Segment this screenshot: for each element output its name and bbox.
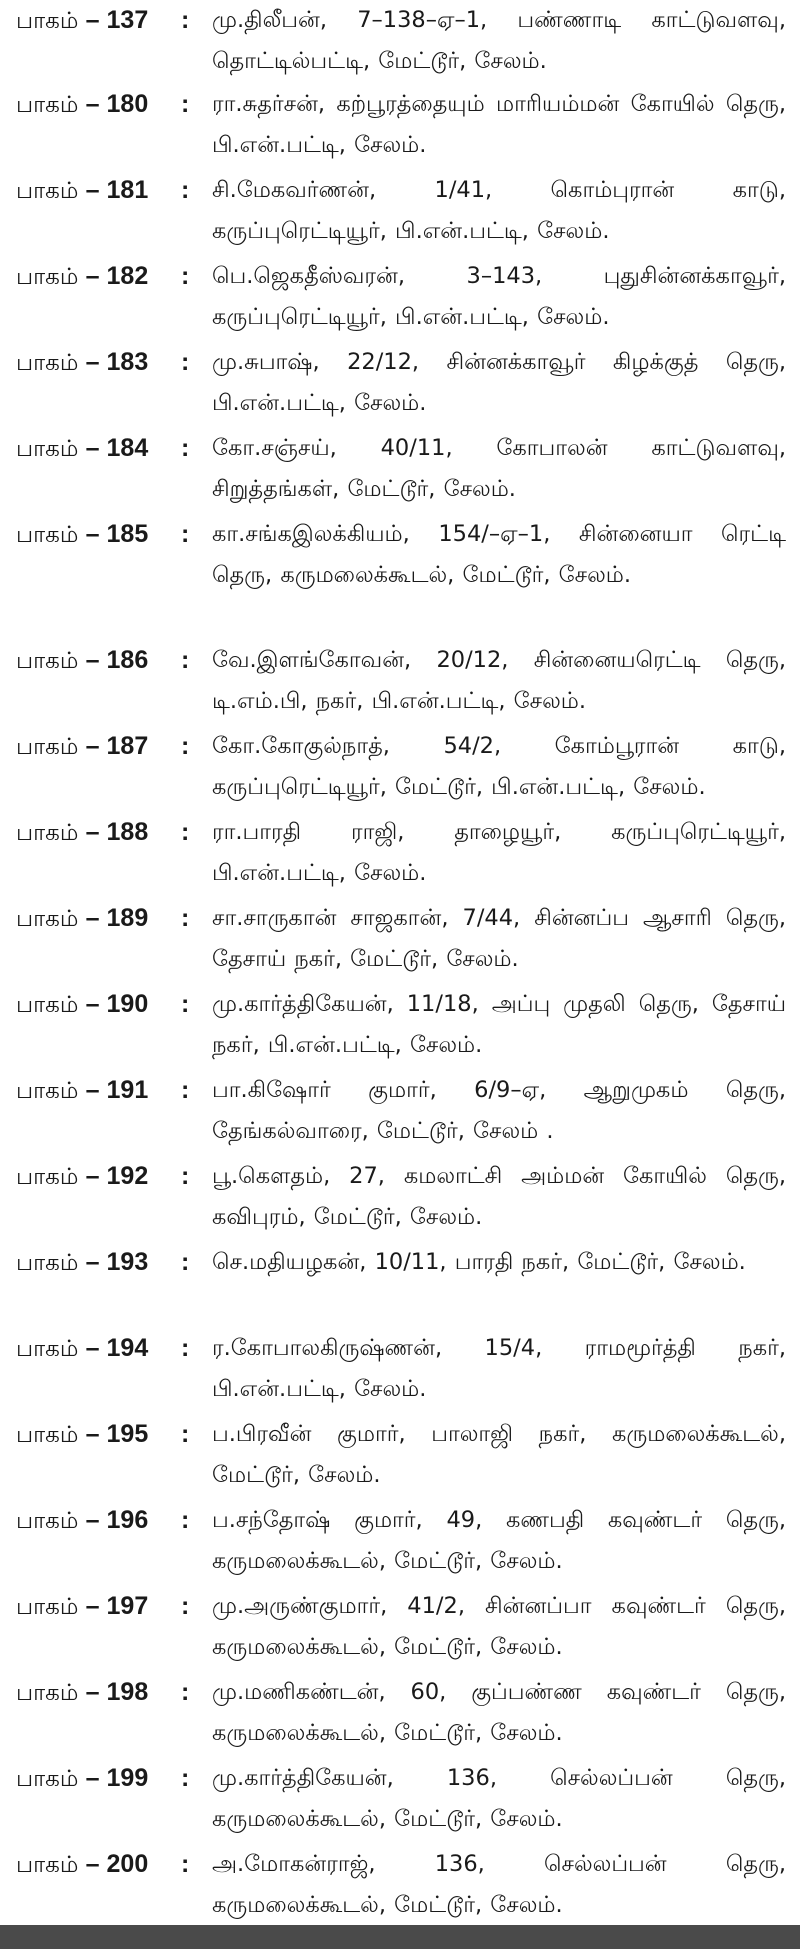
list-item [0,1672,800,1758]
part-number: பாகம் – 183 [16,348,149,376]
entry-text: ர.கோபாலகிருஷ்ணன், 15/4, ராமமூர்த்தி நகர், பி.என்.பட்டி, சேலம். [212,1335,786,1402]
part-number: பாகம் – 191 [16,1076,149,1104]
list-item [0,1070,800,1156]
part-number: பாகம் – 185 [16,520,149,548]
list-item [0,342,800,428]
part-number: பாகம் – 189 [16,904,149,932]
separator-colon: : [181,520,190,548]
list-item [0,84,800,170]
part-number: பாகம் – 197 [16,1592,149,1620]
entry-text: மு.கார்த்திகேயன், 11/18, அப்பு முதலி தெரு, தேசாய் நகர், பி.என்.பட்டி, சேலம். [212,991,786,1058]
separator-colon: : [181,1334,190,1362]
list-item [0,726,800,812]
entry-text: சா.சாருகான் சாஜகான், 7/44, சின்னப்ப ஆசாரி தெரு, தேசாய் நகர், மேட்டூர், சேலம். [212,905,786,972]
part-number: பாகம் – 182 [16,262,149,290]
part-number: பாகம் – 181 [16,176,149,204]
separator-colon: : [181,818,190,846]
part-number: பாகம் – 186 [16,646,149,674]
list-item [0,170,800,256]
list-item [0,1242,800,1328]
list-item [0,1758,800,1844]
entry-text: கா.சங்கஇலக்கியம், 154/–ஏ–1, சின்னையா ரெட்டி தெரு, கருமலைக்கூடல், மேட்டூர், சேலம். [212,521,786,588]
list-item [0,256,800,342]
entry-text: ப.சந்தோஷ் குமார், 49, கணபதி கவுண்டர் தெரு, கருமலைக்கூடல், மேட்டூர், சேலம். [212,1507,786,1574]
list-item [0,1414,800,1500]
part-number: பாகம் – 184 [16,434,149,462]
separator-colon: : [181,1592,190,1620]
separator-colon: : [181,732,190,760]
entry-text: பா.கிஷோர் குமார், 6/9–ஏ, ஆறுமுகம் தெரு, தேங்கல்வாரை, மேட்டூர், சேலம் . [212,1077,786,1144]
list-item [0,1156,800,1242]
list-item [0,428,800,514]
entry-text: மு.சுபாஷ், 22/12, சின்னக்காவூர் கிழக்குத் தெரு, பி.என்.பட்டி, சேலம். [212,349,786,416]
separator-colon: : [181,176,190,204]
part-number: பாகம் – 192 [16,1162,149,1190]
separator-colon: : [181,434,190,462]
entry-text: செ.மதியழகன், 10/11, பாரதி நகர், மேட்டூர், சேலம். [212,1249,746,1275]
entry-text: பூ.கௌதம், 27, கமலாட்சி அம்மன் கோயில் தெரு, கவிபுரம், மேட்டூர், சேலம். [212,1163,786,1230]
part-number: பாகம் – 188 [16,818,149,846]
list-item [0,0,800,84]
part-number: பாகம் – 187 [16,732,149,760]
separator-colon: : [181,1850,190,1878]
list-item [0,984,800,1070]
entry-text: அ.மோகன்ராஜ், 136, செல்லப்பன் தெரு, கருமலைக்கூடல், மேட்டூர், சேலம். [212,1851,786,1918]
list-item [0,898,800,984]
part-number: பாகம் – 194 [16,1334,149,1362]
entry-text: ரா.சுதர்சன், கற்பூரத்தையும் மாரியம்மன் கோயில் தெரு, பி.என்.பட்டி, சேலம். [212,91,786,158]
separator-colon: : [181,904,190,932]
list-item [0,1586,800,1672]
entry-text: மு.திலீபன், 7–138–ஏ–1, பண்ணாடி காட்டுவளவு, தொட்டில்பட்டி, மேட்டூர், சேலம். [212,7,786,74]
separator-colon: : [181,6,190,34]
separator-colon: : [181,646,190,674]
entry-text: மு.கார்த்திகேயன், 136, செல்லப்பன் தெரு, கருமலைக்கூடல், மேட்டூர், சேலம். [212,1765,786,1832]
list-item [0,1500,800,1586]
entry-text: சி.மேகவர்ணன், 1/41, கொம்புரான் காடு, கருப்புரெட்டியூர், பி.என்.பட்டி, சேலம். [212,177,786,244]
separator-colon: : [181,1076,190,1104]
list-item [0,1844,800,1930]
entry-text: கோ.கோகுல்நாத், 54/2, கோம்பூரான் காடு, கருப்புரெட்டியூர், மேட்டூர், பி.என்.பட்டி, சேலம். [212,733,786,800]
part-number: பாகம் – 196 [16,1506,149,1534]
part-number: பாகம் – 195 [16,1420,149,1448]
separator-colon: : [181,990,190,1018]
separator-colon: : [181,1764,190,1792]
separator-colon: : [181,1506,190,1534]
entry-text: ப.பிரவீன் குமார், பாலாஜி நகர், கருமலைக்கூடல், மேட்டூர், சேலம். [212,1421,786,1488]
entry-text: மு.அருண்குமார், 41/2, சின்னப்பா கவுண்டர் தெரு, கருமலைக்கூடல், மேட்டூர், சேலம். [212,1593,786,1660]
entry-text: மு.மணிகண்டன், 60, குப்பண்ண கவுண்டர் தெரு, கருமலைக்கூடல், மேட்டூர், சேலம். [212,1679,786,1746]
part-number: பாகம் – 180 [16,90,149,118]
separator-colon: : [181,348,190,376]
part-number: பாகம் – 137 [16,6,149,34]
part-number: பாகம் – 198 [16,1678,149,1706]
part-number: பாகம் – 199 [16,1764,149,1792]
entry-text: கோ.சஞ்சய், 40/11, கோபாலன் காட்டுவளவு, சிறுத்தங்கள், மேட்டூர், சேலம். [212,435,786,502]
separator-colon: : [181,1248,190,1276]
separator-colon: : [181,1162,190,1190]
separator-colon: : [181,1678,190,1706]
list-item [0,640,800,726]
list-item [0,514,800,640]
part-number: பாகம் – 193 [16,1248,149,1276]
entry-text: ரா.பாரதி ராஜி, தாழையூர், கருப்புரெட்டியூர், பி.என்.பட்டி, சேலம். [212,819,786,886]
entry-text: பெ.ஜெகதீஸ்வரன், 3–143, புதுசின்னக்காவூர், கருப்புரெட்டியூர், பி.என்.பட்டி, சேலம். [212,263,786,330]
list-item [0,1328,800,1414]
separator-colon: : [181,262,190,290]
footer-bar [0,1925,800,1949]
part-number: பாகம் – 200 [16,1850,149,1878]
part-number: பாகம் – 190 [16,990,149,1018]
separator-colon: : [181,90,190,118]
separator-colon: : [181,1420,190,1448]
entry-text: வே.இளங்கோவன், 20/12, சின்னையரெட்டி தெரு, டி.எம்.பி, நகர், பி.என்.பட்டி, சேலம். [212,647,786,714]
list-item [0,812,800,898]
